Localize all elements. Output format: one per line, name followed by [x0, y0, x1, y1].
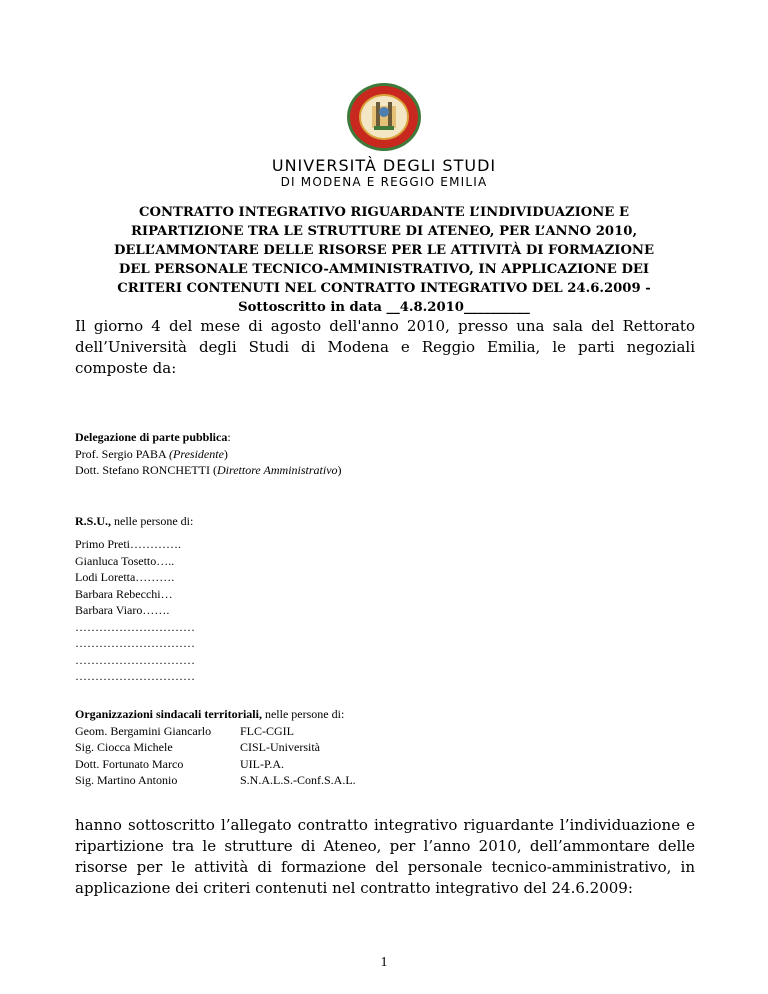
list-item: …………………………: [75, 652, 195, 667]
list-item: Barbara Rebecchi…: [75, 586, 173, 601]
university-name: UNIVERSITÀ DEGLI STUDI: [271, 156, 497, 175]
rsu-suffix: nelle persone di:: [111, 514, 194, 528]
title-line: DELL’AMMONTARE DELLE RISORSE PER LE ATTIVITÀ DI FORMAZIONE: [113, 243, 655, 258]
member-name: Dott. Stefano RONCHETTI (: [75, 463, 217, 477]
section-heading: [75, 429, 342, 446]
list-item: …………………………: [75, 619, 195, 634]
union-member-org: CISL-Università: [240, 740, 320, 754]
title-line: CONTRATTO INTEGRATIVO RIGUARDANTE L’INDIVIDUAZIONE E: [138, 205, 629, 220]
delegation-colon: :: [227, 430, 231, 444]
list-item: …………………………: [75, 636, 195, 650]
unions-section: [75, 706, 356, 789]
public-delegation-section: [75, 429, 342, 479]
intro-paragraph: Il giorno 4 del mese di agosto dell'anno 2010, presso una sala del Rettorato dell’Università degli Studi di Modena e Reggio Emilia, le parti negoziali composte da:: [75, 317, 695, 377]
delegation-member: [75, 446, 342, 463]
union-member-row: [75, 739, 356, 756]
list-item: Lodi Loretta……….: [75, 570, 175, 584]
union-member-name: Dott. Fortunato Marco: [75, 756, 184, 771]
member-role: Direttore Amministrativo: [216, 463, 338, 477]
document-title: [80, 203, 688, 317]
rsu-members-list: [75, 536, 195, 685]
page-number: 1: [380, 955, 388, 970]
delegation-heading: Delegazione di parte pubblica: [75, 430, 228, 444]
union-member-row: [75, 756, 356, 773]
title-line: Sottoscritto in data __4.8.2010__________: [238, 300, 530, 315]
union-member-name: Sig. Ciocca Michele: [75, 740, 173, 754]
list-item: Gianluca Tosetto…..: [75, 553, 175, 568]
delegation-member: [75, 462, 342, 479]
list-item: Primo Preti………….: [75, 537, 182, 551]
union-member-row: [75, 723, 356, 740]
unions-heading: Organizzazioni sindacali territoriali,: [75, 707, 262, 721]
member-role-close: ): [223, 446, 228, 461]
university-location: DI MODENA E REGGIO EMILIA: [280, 175, 488, 189]
union-member-name: Geom. Bergamini Giancarlo: [75, 723, 212, 738]
union-member-row: [75, 772, 356, 789]
closing-paragraph: hanno sottoscritto l’allegato contratto integrativo riguardante l’individuazione e ripartizione tra le strutture di Ateneo, per l’anno 2010, dell’ammontare delle risorse per le attività di formazione del personale tecnico-amministrativo, in applicazione dei criteri contenuti nel contratto integrativo del 24.6.2009:: [75, 816, 695, 897]
union-member-org: UIL-P.A.: [240, 756, 284, 771]
union-member-org: FLC-CGIL: [240, 723, 294, 738]
unions-suffix: nelle persone di:: [261, 707, 345, 721]
title-line: DEL PERSONALE TECNICO-AMMINISTRATIVO, IN APPLICAZIONE DEI: [118, 262, 650, 277]
union-member-name: Sig. Martino Antonio: [75, 773, 178, 787]
list-item: Barbara Viaro…….: [75, 603, 170, 617]
list-item: …………………………: [75, 669, 195, 683]
member-role-close: ): [337, 463, 342, 477]
rsu-heading: R.S.U.,: [75, 514, 112, 528]
university-seal-logo: [346, 82, 422, 152]
member-role: (Presidente: [169, 446, 224, 461]
title-line: CRITERI CONTENUTI NEL CONTRATTO INTEGRATIVO DEL 24.6.2009 -: [117, 281, 651, 296]
rsu-heading-row: [75, 513, 193, 530]
union-member-org: S.N.A.L.S.-Conf.S.A.L.: [240, 773, 356, 787]
title-line: RIPARTIZIONE TRA LE STRUTTURE DI ATENEO, PER L’ANNO 2010,: [130, 224, 638, 239]
member-name: Prof. Sergio PABA: [75, 446, 170, 461]
